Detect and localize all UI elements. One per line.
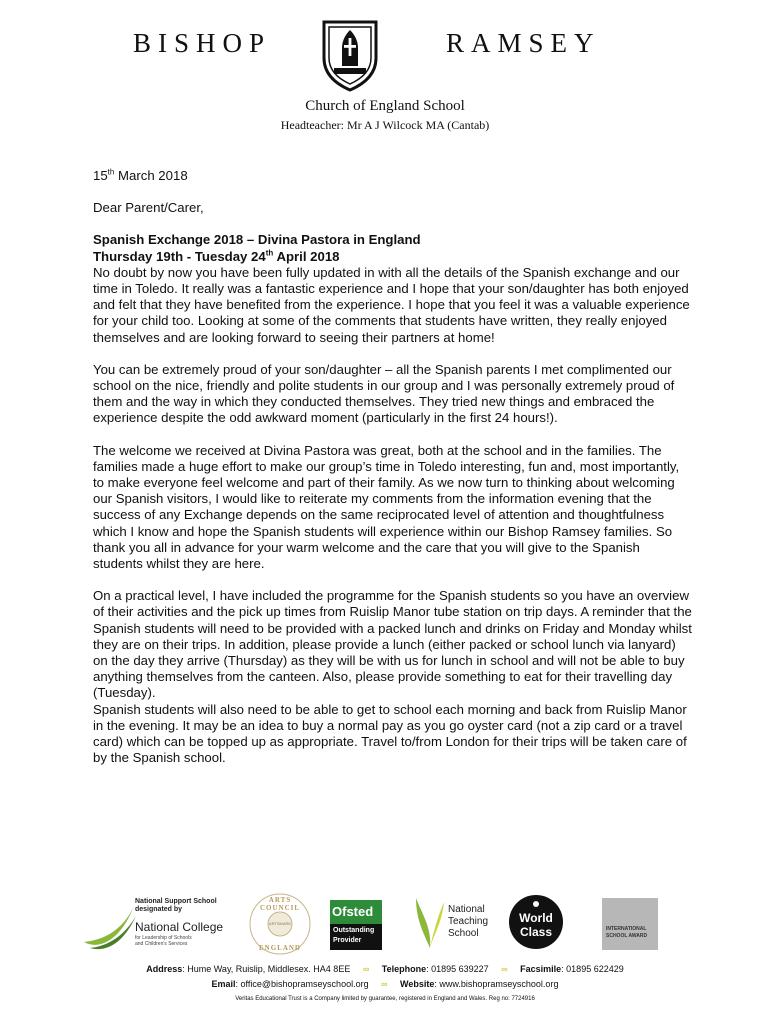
separator-icon: ∞ <box>381 979 388 989</box>
date-day: 15 <box>93 168 108 183</box>
heading-dates-b: April 2018 <box>273 248 340 264</box>
wc-line1: World <box>519 911 553 925</box>
letter-paragraph-4 <box>93 588 693 766</box>
letter-paragraph-4b: Spanish students will also need to be able to get to school each morning and back from Ruislip Manor in the evening. It may be an idea to buy a normal pay as you go oyster card (not a zip card or a travel card) which can be topped up as appropriate. Travel to/from London for their trips will be taken care of by the Spanish school. <box>93 701 687 766</box>
letter-paragraph-1: No doubt by now you have been fully updated in with all the details of the Spanish exchange and our time in Toledo. It really was a fantastic experience and I hope that your son/daughter has both enjoyed and felt that they have benefited from the experience. I hope that you feel it was a valuable experience for your child too. Looking at some of the comments that students have written, they really enjoyed themselves and are looking forward to seeing their partners at home! <box>93 264 690 345</box>
footer-web-line <box>0 979 770 989</box>
swoosh-icon <box>80 892 140 952</box>
arts-bottom-label: ENGLAND <box>258 944 301 952</box>
arts-top-label: ARTS COUNCIL <box>259 896 301 912</box>
facsimile-value: : 01895 622429 <box>561 964 624 974</box>
separator-icon: ∞ <box>501 964 508 974</box>
school-name-left: BISHOP <box>133 28 272 58</box>
nts-line1: National <box>448 904 485 915</box>
international-school-award-logo <box>602 898 658 950</box>
nss-line2: designated by <box>135 906 183 913</box>
website-value[interactable]: : www.bishopramseyschool.org <box>434 979 559 989</box>
nss-line4: for Leadership of Schools <box>135 935 192 941</box>
footer-legal: Veritas Educational Trust is a Company limited by guarantee, registered in England and Wales. Reg no: 7724916 <box>235 996 535 1002</box>
letter-date <box>93 168 693 184</box>
letter-paragraph-2: You can be extremely proud of your son/daughter – all the Spanish parents I met complimented our school on the nice, friendly and polite students in our group and I was personally extremely proud of them and the way in which they conducted themselves. They tried new things and embraced the experience despite the odd awkward moment (particularly in the first 24 hours!). <box>93 361 675 426</box>
date-suffix: th <box>107 167 115 177</box>
leaf-icon <box>412 894 448 950</box>
letter-heading-dates <box>93 249 693 265</box>
nts-line2: Teaching <box>448 916 489 927</box>
email-value[interactable]: : office@bishopramseyschool.org <box>235 979 369 989</box>
letter-paragraph-3: The welcome we received at Divina Pastora was great, both at the school and in the families. The families made a huge effort to make our group’s time in Toledo interesting, fun and, most importantly, to make everyone feel welcome and part of their family. As we now turn to thinking about welcoming our Spanish visitors, I would like to reiterate my comments from the information evening that the success of any Exchange depends on the same reciprocated level of attention and thoughtfulness which I know and hope the Spanish students will experience within our Bishop Ramsey families. So thank you all in advance for your warm welcome and the care that you will give to the Spanish students whilst they are here. <box>93 442 680 572</box>
letter-heading-title: Spanish Exchange 2018 – Divina Pastora in England <box>93 232 421 248</box>
arts-council-logo <box>248 892 312 956</box>
letter-greeting: Dear Parent/Carer, <box>93 200 204 216</box>
nss-line3: National College <box>135 920 224 934</box>
ofsted-logo <box>330 900 382 950</box>
ofsted-line1: Outstanding <box>333 927 375 934</box>
wc-line2: Class <box>519 925 553 939</box>
date-rest: March 2018 <box>114 168 188 183</box>
nss-line5: and Children's Services <box>135 941 188 947</box>
headteacher-line: Headteacher: Mr A J Wilcock MA (Cantab) <box>280 118 490 132</box>
school-name-right: RAMSEY <box>446 28 601 58</box>
letter-paragraph-4a: On a practical level, I have included the programme for the Spanish students so you have an overview of their activities and the pick up times from Ruislip Manor tube station on trip days. A reminder that the Spanish students will need to be provided with a packed lunch and drinks on Friday and Monday whilst they are on their trips. In addition, please provide a lunch (either packed or school lunch via lanyard) on the day they arrive (Thursday) as they will be with us for lunch in school and will not be able to buy anything themselves from the canteen. Also, please provide something to eat for their travelling day (Tuesday). <box>93 588 692 701</box>
letter-body <box>93 168 693 767</box>
facsimile-label: Facsimile <box>520 964 562 974</box>
school-crest-icon <box>320 18 380 92</box>
isa-line1: INTERNATIONAL <box>606 926 647 932</box>
national-college-logo <box>80 892 240 952</box>
world-class-logo <box>508 894 564 950</box>
website-label: Website <box>400 979 435 989</box>
nts-line3: School <box>448 928 479 939</box>
arts-mid-label: ARTSMARK <box>268 921 292 926</box>
isa-line2: SCHOOL AWARD <box>606 933 648 939</box>
nss-line1: National Support School <box>135 898 217 905</box>
ofsted-name: Ofsted <box>332 904 374 919</box>
national-teaching-school-logo <box>412 894 502 950</box>
footer-contact-line <box>0 964 770 974</box>
telephone-label: Telephone <box>381 964 427 974</box>
address-label: Address <box>146 964 183 974</box>
heading-dates-sup: th <box>265 248 274 258</box>
ofsted-line2: Provider <box>333 937 362 944</box>
address-value: : Hume Way, Ruislip, Middlesex. HA4 8EE <box>182 964 351 974</box>
school-subtitle: Church of England School <box>305 98 465 114</box>
accreditation-logos <box>80 892 680 958</box>
heading-dates-a: Thursday 19th - Tuesday 24 <box>93 248 266 264</box>
separator-icon: ∞ <box>362 964 370 974</box>
telephone-value: : 01895 639227 <box>426 964 489 974</box>
email-label: Email <box>211 979 236 989</box>
